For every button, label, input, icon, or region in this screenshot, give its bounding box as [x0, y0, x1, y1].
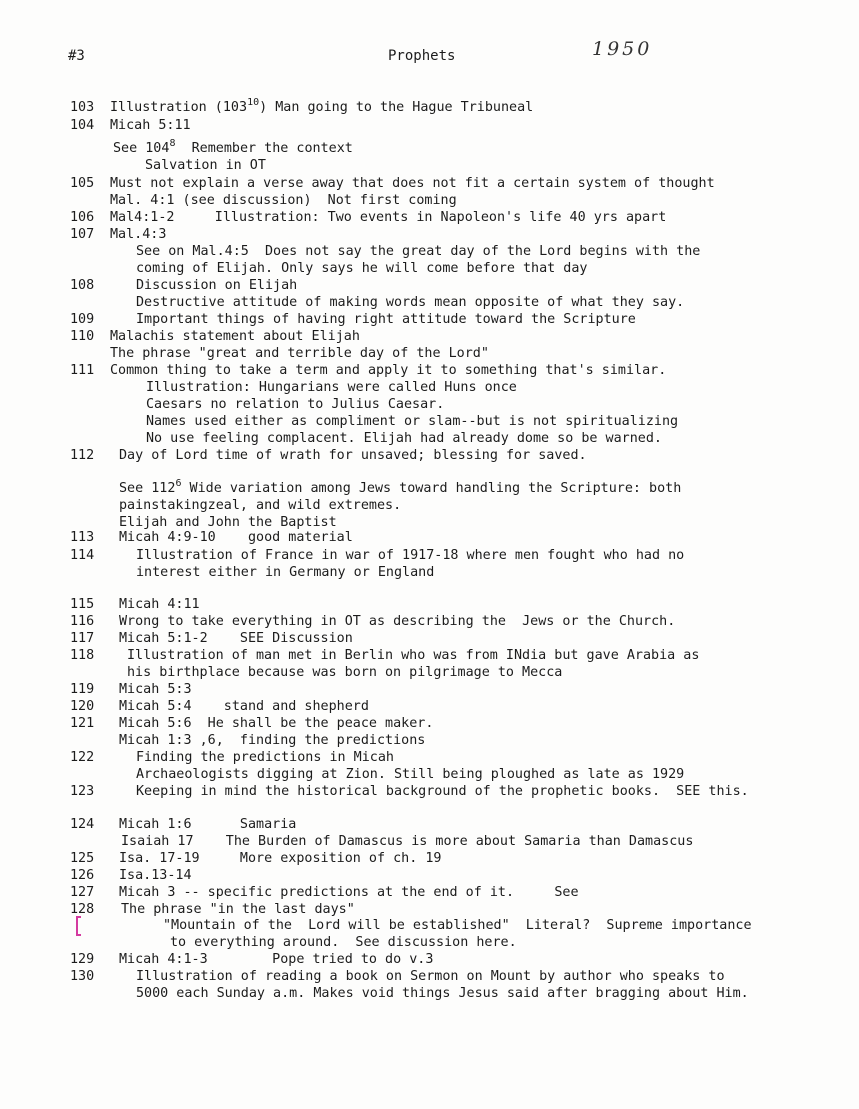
note-text: Finding the predictions in Micah — [136, 750, 394, 765]
note-text: The phrase "in the last days" — [121, 902, 355, 917]
note-line — [110, 176, 715, 192]
line-number: 125 — [70, 851, 95, 866]
line-number: 127 — [70, 885, 95, 900]
note-line — [136, 750, 394, 766]
line-number: 130 — [70, 969, 95, 984]
note-line — [119, 631, 353, 647]
note-text: coming of Elijah. Only says he will come before that day — [136, 261, 588, 276]
note-text: See 104 — [113, 141, 170, 156]
note-line — [110, 346, 489, 362]
note-line — [136, 548, 684, 564]
line-number: 106 — [70, 210, 95, 225]
note-line — [110, 193, 457, 209]
line-number: 114 — [70, 548, 95, 563]
note-line — [119, 716, 433, 732]
line-number: 113 — [70, 530, 95, 545]
note-line — [121, 834, 693, 850]
note-text: Illustration of reading a book on Sermon on Mount by author who speaks to — [136, 969, 725, 984]
note-line — [119, 448, 587, 464]
note-text: See 112 — [119, 481, 176, 496]
note-text: to everything around. See discussion here. — [170, 935, 517, 950]
note-line — [136, 767, 684, 783]
superscript: 10 — [247, 97, 260, 108]
line-number: 103 — [70, 100, 95, 115]
note-line — [119, 682, 192, 698]
note-line — [127, 648, 699, 664]
note-text: Discussion on Elijah — [136, 278, 298, 293]
line-number: 124 — [70, 817, 95, 832]
note-line — [146, 397, 444, 413]
line-number: 108 — [70, 278, 95, 293]
note-text: Must not explain a verse away that does not fit a certain system of thought — [110, 176, 715, 191]
handwritten-year: 1950 — [592, 38, 653, 60]
superscript: 8 — [169, 138, 176, 149]
note-line — [136, 244, 700, 260]
note-line — [113, 138, 353, 157]
note-line — [119, 868, 192, 884]
note-line — [119, 733, 425, 749]
note-line — [110, 97, 534, 116]
note-line — [119, 885, 579, 901]
note-text-continued: Wide variation among Jews toward handling the Scripture: both — [181, 481, 682, 496]
note-text: Caesars no relation to Julius Caesar. — [146, 397, 445, 412]
note-line — [119, 478, 682, 497]
note-line — [136, 295, 684, 311]
note-text: Archaeologists digging at Zion. Still being ploughed as late as 1929 — [136, 767, 685, 782]
note-text-continued: Remember the context — [175, 141, 353, 156]
line-number: 115 — [70, 597, 95, 612]
note-text-continued: ) Man going to the Hague Tribuneal — [259, 100, 534, 115]
note-line — [136, 969, 725, 985]
note-text: painstakingzeal, and wild extremes. — [119, 498, 402, 513]
note-text: Names used either as compliment or slam--but is not spiritualizing — [146, 414, 679, 429]
line-number: 110 — [70, 329, 95, 344]
note-line — [146, 431, 662, 447]
note-line — [110, 329, 360, 345]
note-text: Keeping in mind the historical background of the prophetic books. SEE this. — [136, 784, 749, 799]
note-text: Micah 4:1-3 Pope tried to do v.3 — [119, 952, 434, 967]
line-number: 116 — [70, 614, 95, 629]
note-text: Malachis statement about Elijah — [110, 329, 360, 344]
note-line — [136, 986, 749, 1002]
note-line — [119, 817, 296, 833]
note-text: interest either in Germany or England — [136, 565, 435, 580]
line-number: 120 — [70, 699, 95, 714]
line-number: 105 — [70, 176, 95, 191]
note-text: Illustration of France in war of 1917-18 where men fought who had no — [136, 548, 685, 563]
note-line — [119, 515, 337, 531]
note-line — [119, 530, 353, 546]
line-number: 109 — [70, 312, 95, 327]
note-text: Salvation in OT — [145, 158, 266, 173]
note-line — [110, 363, 666, 379]
note-text: Isa.13-14 — [119, 868, 192, 883]
note-text: Important things of having right attitude toward the Scripture — [136, 312, 636, 327]
note-text: "Mountain of the Lord will be established" Literal? Supreme importance — [163, 918, 752, 933]
line-number: 122 — [70, 750, 95, 765]
note-text: Destructive attitude of making words mean opposite of what they say. — [136, 295, 685, 310]
note-text: The phrase "great and terrible day of the Lord" — [110, 346, 489, 361]
note-text: 5000 each Sunday a.m. Makes void things Jesus said after bragging about Him. — [136, 986, 749, 1001]
page-number: #3 — [68, 48, 85, 64]
note-text: Micah 4:9-10 good material — [119, 530, 353, 545]
note-text: his birthplace because was born on pilgrimage to Mecca — [127, 665, 563, 680]
note-line — [119, 699, 369, 715]
line-number: 118 — [70, 648, 95, 663]
note-line — [119, 498, 401, 514]
note-line — [119, 952, 433, 968]
note-text: Day of Lord time of wrath for unsaved; blessing for saved. — [119, 448, 587, 463]
line-number: 104 — [70, 118, 95, 133]
note-text: Micah 5:6 He shall be the peace maker. — [119, 716, 434, 731]
note-line — [136, 565, 434, 581]
note-text: Mal.4:3 — [110, 227, 167, 242]
note-line — [163, 918, 752, 934]
line-number: 117 — [70, 631, 95, 646]
note-text: Elijah and John the Baptist — [119, 515, 337, 530]
note-text: Micah 5:4 stand and shepherd — [119, 699, 369, 714]
note-text: Illustration (103 — [110, 100, 248, 115]
note-text: Wrong to take everything in OT as describing the Jews or the Church. — [119, 614, 676, 629]
note-text: Mal4:1-2 Illustration: Two events in Napoleon's life 40 yrs apart — [110, 210, 667, 225]
note-line — [136, 278, 297, 294]
note-text: See on Mal.4:5 Does not say the great day of the Lord begins with the — [136, 244, 701, 259]
note-line — [110, 210, 666, 226]
line-number: 112 — [70, 448, 95, 463]
line-number: 126 — [70, 868, 95, 883]
line-number: 121 — [70, 716, 95, 731]
note-text: Common thing to take a term and apply it to something that's similar. — [110, 363, 667, 378]
note-line — [136, 784, 749, 800]
line-number: 119 — [70, 682, 95, 697]
note-text: Micah 3 -- specific predictions at the end of it. See — [119, 885, 579, 900]
note-line — [145, 158, 266, 174]
note-text: Isa. 17-19 More exposition of ch. 19 — [119, 851, 442, 866]
note-text: Illustration of man met in Berlin who was from INdia but gave Arabia as — [127, 648, 700, 663]
note-line — [136, 261, 587, 277]
note-line — [110, 118, 191, 134]
note-line — [146, 414, 678, 430]
note-line — [170, 935, 517, 951]
note-line — [136, 312, 636, 328]
note-text: Mal. 4:1 (see discussion) Not first coming — [110, 193, 457, 208]
note-text: No use feeling complacent. Elijah had already dome so be warned. — [146, 431, 662, 446]
note-text: Micah 1:3 ,6, finding the predictions — [119, 733, 426, 748]
note-line — [110, 227, 166, 243]
note-line — [119, 597, 200, 613]
note-text: Micah 5:11 — [110, 118, 191, 133]
line-number: 111 — [70, 363, 95, 378]
note-line — [121, 902, 355, 918]
note-line — [127, 665, 562, 681]
pink-bracket-mark — [76, 916, 81, 936]
line-number: 129 — [70, 952, 95, 967]
line-number: 123 — [70, 784, 95, 799]
note-text: Micah 4:11 — [119, 597, 200, 612]
note-text: Micah 1:6 Samaria — [119, 817, 297, 832]
page-title: Prophets — [388, 48, 456, 64]
note-text: Micah 5:3 — [119, 682, 192, 697]
superscript: 6 — [175, 478, 182, 489]
line-number: 128 — [70, 902, 95, 917]
note-text: Illustration: Hungarians were called Huns once — [146, 380, 517, 395]
note-line — [146, 380, 517, 396]
note-line — [119, 851, 441, 867]
note-text: Isaiah 17 The Burden of Damascus is more about Samaria than Damascus — [121, 834, 694, 849]
note-line — [119, 614, 675, 630]
line-number: 107 — [70, 227, 95, 242]
note-text: Micah 5:1-2 SEE Discussion — [119, 631, 353, 646]
